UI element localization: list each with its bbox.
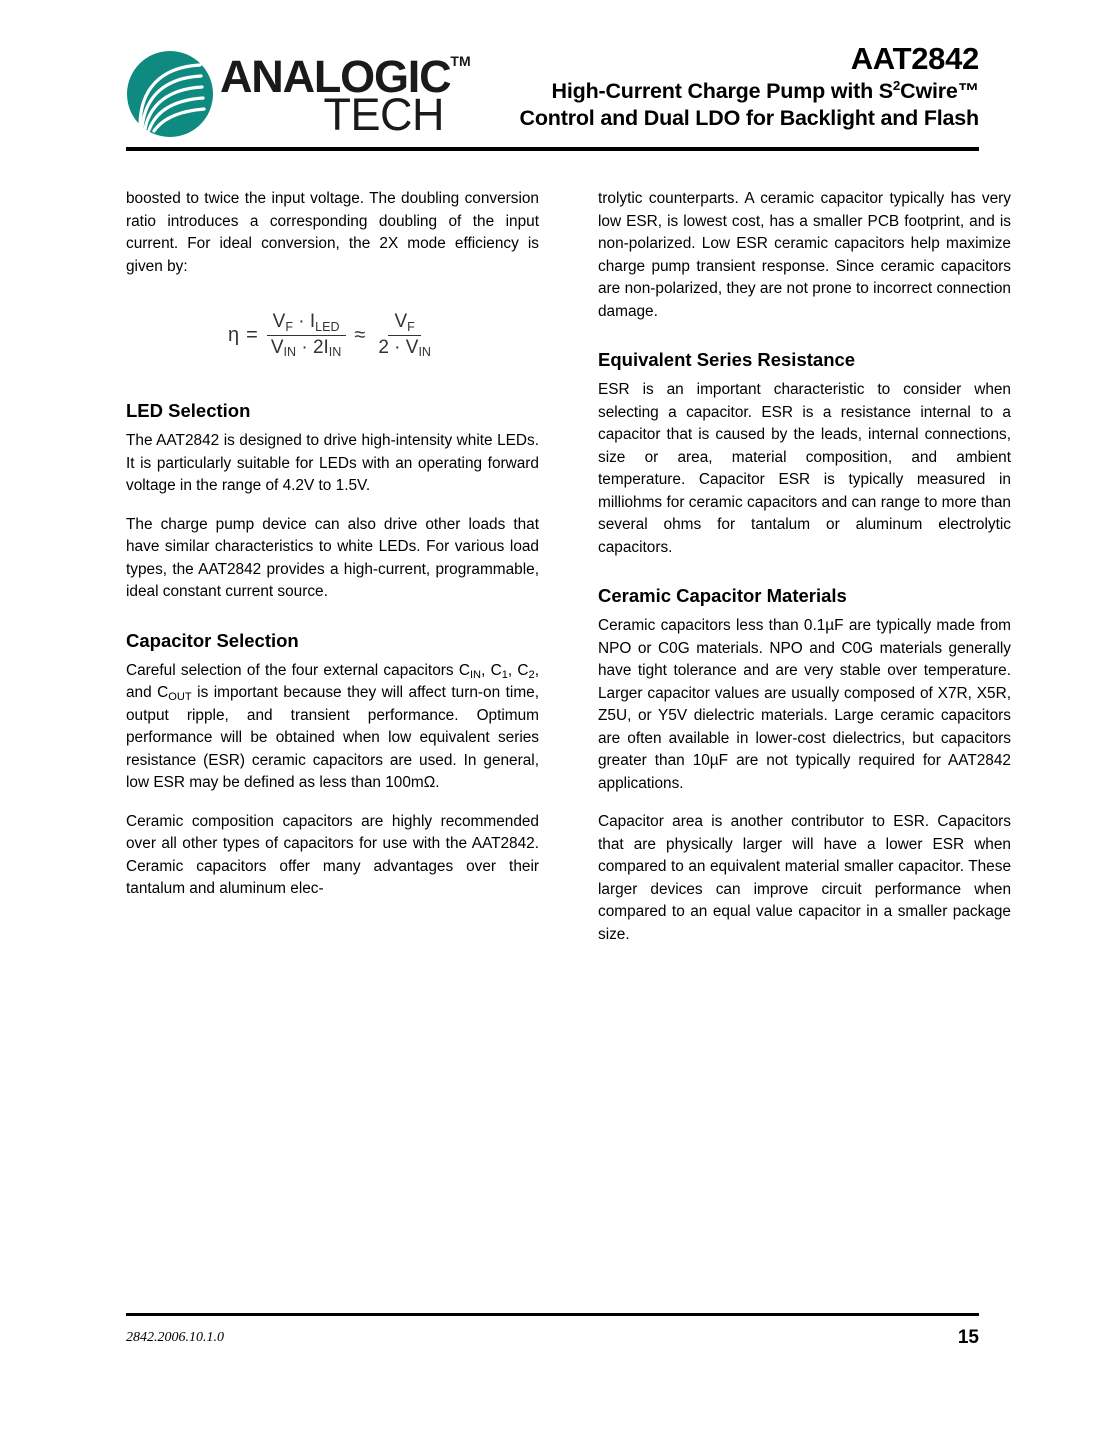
- equation-eta: η: [228, 323, 240, 346]
- trademark-symbol: TM: [450, 53, 471, 69]
- subtitle-superscript: 2: [892, 77, 901, 93]
- left-column: [126, 188, 539, 901]
- page-header: [126, 40, 979, 148]
- eq-n1suba: F: [285, 319, 293, 334]
- equation-approx: ≈: [354, 323, 366, 346]
- eq-n1dot: ·: [292, 311, 310, 332]
- right-paragraph-1: trolytic counterparts. A ceramic capacitor typically has very low ESR, is lowest cost, has a smaller PCB footprint, and is non-polarized. Low ESR ceramic capacitors help maximize charge pump transient response. Since ceramic capacitors are non-polarized, they are not prone to incorrect connection damage.: [598, 190, 1011, 320]
- equation-equals: =: [246, 323, 258, 346]
- materials-paragraph-2: Capacitor area is another contributor to ESR. Capacitors that are physically larger will have a lower ESR when compared to an equivalent material smaller capacitor. These larger devices can improve circuit performance when compared to an equal value capacitor in a smaller package size.: [598, 813, 1011, 943]
- equation-numerator-1: [267, 310, 346, 336]
- led-paragraph-1: The AAT2842 is designed to drive high-intensity white LEDs. It is particularly suitable for LEDs with an operating forward voltage in the range of 4.2V to 1.5V.: [126, 432, 539, 494]
- cap-p1-s4: OUT: [168, 691, 192, 704]
- eq-d2suba: IN: [418, 345, 431, 360]
- subtitle-text-b: Cwire™: [900, 79, 979, 103]
- page-number: 15: [957, 1327, 979, 1348]
- capacitor-paragraph-1: [126, 660, 539, 795]
- cap-p1-t1: Careful selection of the four external capacitors C: [126, 661, 470, 679]
- right-column: [598, 188, 1011, 946]
- cap-p1-t4: , and C: [126, 661, 539, 701]
- cap-p1-t2: , C: [481, 661, 502, 679]
- eq-d1b: I: [323, 336, 329, 358]
- eq-d1a: V: [270, 336, 284, 358]
- equation-fraction-1: [265, 310, 347, 360]
- equation-denominator-1: [265, 336, 347, 361]
- led-paragraph-2: The charge pump device can also drive other loads that have similar characteristics to white LEDs. For various load types, the AAT2842 provides a high-current, programmable, ideal constant current source.: [126, 515, 539, 600]
- eq-d2a: 2 · V: [378, 336, 419, 358]
- cap-p1-s2: 1: [501, 668, 508, 681]
- equation-numerator-2: [388, 310, 420, 336]
- product-subtitle-line1: [359, 78, 979, 105]
- part-number: AAT2842: [850, 41, 979, 76]
- eq-n1subb: LED: [315, 319, 340, 334]
- wordmark-tech: TECH: [323, 89, 444, 140]
- eq-n1a: V: [272, 311, 286, 332]
- efficiency-equation: [126, 310, 539, 360]
- wordmark-analogic-text: ANALOGIC: [220, 51, 451, 102]
- eq-d1subb: IN: [328, 345, 342, 360]
- product-subtitle-line2: Control and Dual LDO for Backlight and Flash: [519, 106, 979, 130]
- eq-n2suba: F: [407, 319, 415, 334]
- cap-p1-s1: IN: [469, 668, 482, 681]
- eq-d1dot: · 2: [296, 336, 324, 358]
- cap-p1-t3: , C: [507, 661, 529, 679]
- equation-denominator-2: [372, 336, 437, 361]
- section-heading-ceramic-materials: Ceramic Capacitor Materials: [598, 585, 847, 606]
- capacitor-paragraph-2: Ceramic composition capacitors are highly recommended over all other types of capacitors for use with the AAT2842. Ceramic capacitors offer many advantages over their tantalum and aluminum elec-: [126, 812, 539, 897]
- header-divider: [126, 147, 979, 151]
- document-code: 2842.2006.10.1.0: [126, 1330, 224, 1345]
- equation-fraction-2: [372, 310, 437, 360]
- eq-d1suba: IN: [283, 345, 297, 360]
- section-heading-capacitor-selection: Capacitor Selection: [126, 629, 299, 651]
- header-title-block: [359, 40, 979, 132]
- eq-n2a: V: [394, 311, 408, 332]
- left-paragraph-1: boosted to twice the input voltage. The doubling conversion ratio introduces a corresponding doubling of the input current. For ideal conversion, the 2X mode efficiency is given by:: [126, 190, 539, 275]
- materials-paragraph-1: Ceramic capacitors less than 0.1µF are typically made from NPO or C0G materials. NPO and C0G materials generally have tight tolerance and are very stable over temperature. Larger capacitor values are usually composed of X7R, X5R, Z5U, or Y5V dielectric materials. Large ceramic capacitors are often available in lower-cost dielectrics, but capacitors greater than 10µF are not typically required for AAT2842 applications.: [598, 617, 1011, 792]
- esr-paragraph-1: ESR is an important characteristic to consider when selecting a capacitor. ESR is a resistance internal to a capacitor that is caused by the leads, internal connections, size or area, material composition, and ambient temperature. Capacitor ESR is typically measured in milliohms for ceramic capacitors and can range to more than several ohms for tantalum or aluminum electrolytic capacitors.: [598, 381, 1011, 556]
- footer-divider: [126, 1313, 979, 1316]
- analogic-tech-logo-icon: [126, 50, 214, 138]
- section-heading-led-selection: LED Selection: [126, 400, 251, 421]
- cap-p1-t5: is important because they will affect turn-on time, output ripple, and transient performance. Optimum performance will be obtained when low equivalent series resistance (ESR) ceramic capacitors are used. In general, low ESR may be defined as less than 100mΩ.: [126, 684, 539, 791]
- subtitle-text-a: High-Current Charge Pump with S: [551, 79, 893, 103]
- page-footer: [126, 1327, 979, 1353]
- section-heading-esr: Equivalent Series Resistance: [598, 349, 856, 370]
- eq-n1b: I: [309, 311, 316, 332]
- cap-p1-s3: 2: [528, 668, 535, 681]
